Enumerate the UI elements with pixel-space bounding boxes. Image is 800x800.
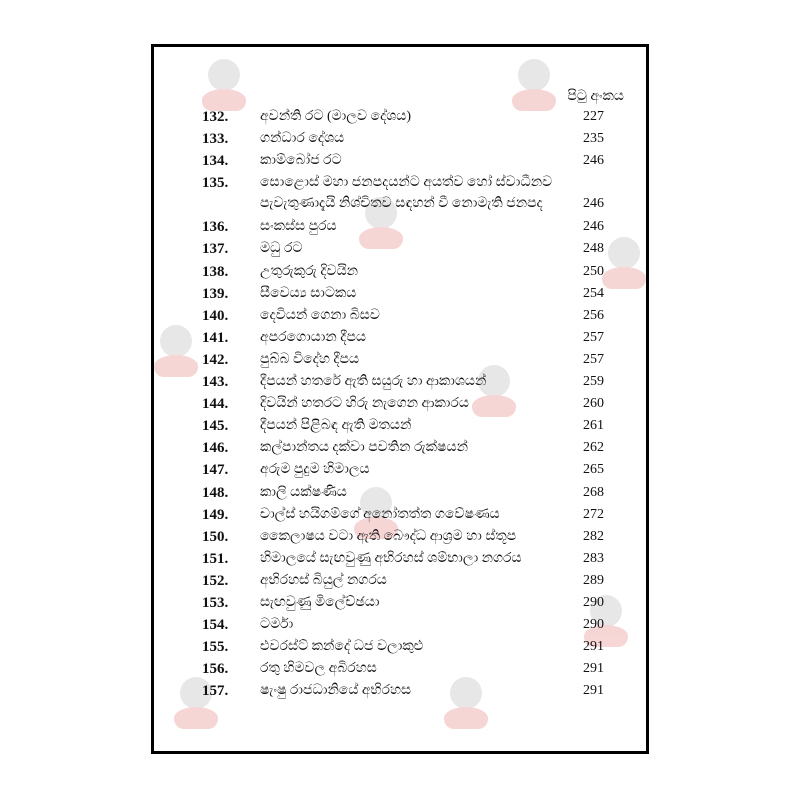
toc-entry [154, 507, 646, 529]
entry-page-number: 283 [583, 550, 604, 566]
entry-page-number: 289 [583, 572, 604, 588]
entry-page-number: 282 [583, 528, 604, 544]
toc-entry [154, 595, 646, 617]
toc-entry [154, 440, 646, 462]
entry-page-number: 257 [583, 351, 604, 367]
entry-number: 141. [202, 329, 229, 346]
entry-title: ගන්ධාර දේශය [260, 131, 345, 147]
entry-number: 139. [202, 285, 229, 302]
toc-entry [154, 219, 646, 241]
watermark-logo [512, 59, 556, 115]
entry-number: 145. [202, 418, 229, 435]
document-page [151, 44, 649, 754]
entry-page-number: 291 [583, 683, 604, 699]
entry-number: 148. [202, 484, 229, 501]
entry-number: 144. [202, 396, 229, 413]
entry-number: 140. [202, 307, 229, 324]
entry-number: 151. [202, 550, 229, 567]
entry-number: 152. [202, 572, 229, 589]
watermark-logo [202, 59, 246, 115]
entry-number: 157. [202, 683, 229, 700]
entry-page-number: 265 [583, 462, 604, 478]
entry-page-number: 262 [583, 440, 604, 456]
entry-page-number: 257 [583, 329, 604, 345]
toc-entry [154, 617, 646, 639]
entry-number: 137. [202, 241, 229, 258]
toc-entry [154, 241, 646, 263]
entry-page-number: 246 [583, 153, 604, 169]
entry-title: මධු රට [260, 241, 303, 257]
entry-title: සංකස්ස පුරය [260, 219, 337, 235]
toc-entry [154, 573, 646, 595]
entry-page-number: 235 [583, 131, 604, 147]
toc-entry [154, 418, 646, 440]
entry-title: අපරගොයාන දීපය [260, 329, 367, 345]
entry-page-number: 291 [583, 661, 604, 677]
toc-entry [154, 485, 646, 507]
entry-title: දීපයන් හතරේ ඇති සයුරු හා ආකාශයන් [260, 374, 487, 389]
entry-number: 136. [202, 219, 229, 236]
entry-title: සොළොස් මහා ජනපදයන්ට අයත්ව හෝ ස්වාධීනව [260, 175, 553, 191]
entry-page-number: 259 [583, 374, 604, 389]
entry-page-number: 272 [583, 506, 604, 522]
entry-number: 135. [202, 175, 229, 192]
toc-entry [154, 551, 646, 573]
entry-page-number: 268 [583, 484, 604, 500]
entry-page-number: 290 [583, 595, 604, 610]
entry-number: 153. [202, 595, 229, 611]
toc-entry [154, 683, 646, 705]
entry-number: 146. [202, 440, 229, 457]
entry-number: 142. [202, 351, 229, 368]
entry-title: අවන්ති රට (මාලව දේශය) [260, 109, 412, 124]
page-number-header: පිටු අංකය [567, 89, 624, 104]
entry-number: 132. [202, 109, 229, 125]
entry-number: 154. [202, 617, 229, 634]
toc-entry [154, 639, 646, 661]
entry-title: හිමාලයේ සැඟවුණු අභිරහස් ශම්භාලා නගරය [260, 550, 522, 566]
entry-title: චාල්ස් හයිගම්ගේ අනෝතත්ත ගවේෂණය [260, 506, 500, 522]
entry-page-number: 254 [583, 285, 604, 301]
entry-title: ටර්මා [260, 617, 294, 633]
entry-title: අරුම පුදුම හිමාලය [260, 462, 370, 478]
entry-number: 155. [202, 639, 229, 656]
entry-title: දීපයන් පිළිබඳ ඇති මතයන් [260, 418, 412, 434]
entry-page-number: 261 [583, 418, 604, 434]
entry-page-number: 246 [583, 196, 604, 212]
entry-title: දිවයින් හතරට හිරු නැගෙන ආකාරය [260, 396, 469, 412]
entry-number: 150. [202, 528, 229, 545]
entry-title: එවරස්ට් කන්දේ ධජ වලාකුළු [260, 639, 424, 655]
toc-entry [154, 175, 646, 219]
entry-title: කාම්බෝජ රට [260, 153, 342, 169]
entry-number: 133. [202, 131, 229, 148]
entry-page-number: 227 [583, 109, 604, 124]
toc-entry [154, 374, 646, 396]
toc-entry [154, 529, 646, 551]
entry-title: සීවෙය්‍ය සාටකය [260, 285, 357, 301]
toc-entry [154, 462, 646, 484]
entry-page-number: 291 [583, 639, 604, 655]
entry-title: රතු හිමවල අබිරහස [260, 661, 377, 677]
entry-title-line2: පැවැතුණාදැයි නිශ්චිතව සඳහන් වී නොමැති ජනපද [260, 196, 543, 212]
entry-title: කෛලාෂය වටා ඇති බෞද්ධ ආශ්‍රම හා ස්තූප [260, 528, 517, 544]
entry-number: 143. [202, 374, 229, 390]
entry-number: 134. [202, 153, 229, 170]
toc-entry [154, 286, 646, 308]
toc-entry [154, 661, 646, 683]
entry-page-number: 246 [583, 219, 604, 235]
entry-number: 149. [202, 506, 229, 523]
toc-entry [154, 264, 646, 286]
entry-number: 138. [202, 263, 229, 280]
entry-page-number: 260 [583, 396, 604, 412]
entry-title: සැඟවුණු මිලේච්ඡයා [260, 595, 380, 610]
entry-page-number: 290 [583, 617, 604, 633]
toc-entry [154, 330, 646, 352]
entry-title: කාලි යක්ෂණිය [260, 484, 347, 500]
toc-entry [154, 131, 646, 153]
entry-title: ෂැංෂු රාජධානියේ අභිරහස [260, 683, 412, 699]
entry-title: පුබ්බ විදේහ දීපය [260, 351, 360, 367]
toc-entry [154, 396, 646, 418]
toc-entry [154, 153, 646, 175]
entry-title: කල්පාන්තය දක්වා පවතින රුක්ෂයන් [260, 440, 468, 456]
entry-title: දෙවියන් ගෙනා බිසව [260, 307, 380, 323]
entry-number: 147. [202, 462, 229, 479]
entry-number: 156. [202, 661, 229, 678]
entry-page-number: 248 [583, 241, 604, 257]
toc-entry [154, 308, 646, 330]
entry-title: අභිරහස් බියුල් නගරය [260, 572, 387, 588]
toc-entry [154, 109, 646, 131]
entry-title: උතුරුකුරු දිවයින [260, 263, 359, 279]
entry-page-number: 256 [583, 307, 604, 323]
toc-entry [154, 352, 646, 374]
entry-page-number: 250 [583, 263, 604, 279]
